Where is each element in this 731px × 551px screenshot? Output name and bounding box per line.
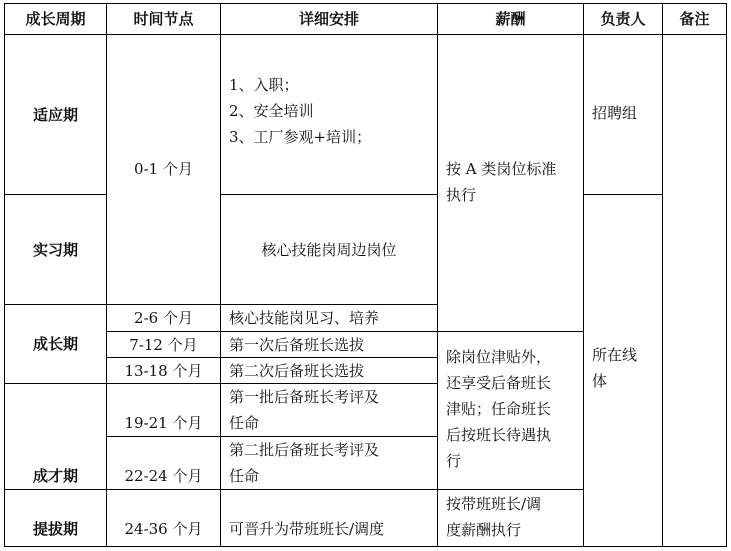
arrangement-promote: 可晋升为带班班长/调度: [229, 520, 385, 538]
arrangement-onboard: [221, 72, 437, 156]
arrangement-line: 任命: [229, 414, 260, 432]
salary-line: 除岗位津贴外，: [446, 348, 552, 366]
time-19-21: 19-21 个月: [124, 414, 203, 432]
table-border: [4, 34, 727, 35]
header-remarks: 备注: [679, 10, 710, 28]
salary-line: 度薪酬执行: [446, 521, 522, 539]
arrangement-line: 第二批后备班长考评及: [229, 441, 380, 459]
arrangement-first-eval: [221, 384, 437, 436]
row-divider: [4, 489, 583, 490]
header-time: 时间节点: [133, 10, 194, 28]
column-divider: [662, 3, 663, 547]
salary-line: 按 A 类岗位标准: [446, 160, 557, 178]
salary-line: 后按班长待遇执: [446, 426, 552, 444]
stage-adapt: 适应期: [32, 105, 78, 124]
arrangement-line: 第一批后备班长考评及: [229, 388, 380, 406]
salary-line: 行: [446, 452, 462, 470]
owner-line: [584, 342, 662, 398]
arrangement-first-select: 第一次后备班长选拔: [229, 335, 365, 354]
arrangement-second-eval: [221, 437, 437, 489]
stage-growth: 成长期: [32, 335, 78, 353]
arrangement-second-select: 第二次后备班长选拔: [229, 361, 365, 380]
salary-allowance: [438, 344, 583, 479]
salary-line: 按带班班长/调: [446, 495, 542, 513]
arrangement-line: 3、工厂参观+培训；: [229, 128, 372, 146]
time-13-18: 13-18 个月: [124, 361, 203, 380]
stage-promote: 提拔期: [32, 520, 78, 538]
salary-a-class: [438, 156, 583, 212]
header-stage: 成长周期: [25, 10, 86, 28]
header-arrangement: 详细安排: [298, 10, 359, 28]
owner-line-text: 体: [592, 372, 608, 390]
arrangement-core-intern: 核心技能岗见习、培养: [229, 309, 380, 327]
table-border: [726, 3, 727, 547]
header-salary: 薪酬: [495, 10, 526, 28]
arrangement-line: 2、安全培训: [229, 102, 314, 120]
salary-leader: [438, 491, 583, 545]
time-0-1: 0-1 个月: [134, 160, 193, 178]
arrangement-line: 任命: [229, 467, 260, 485]
time-7-12: 7-12 个月: [129, 335, 198, 354]
stage-intern: 实习期: [32, 240, 78, 259]
time-24-36: 24-36 个月: [124, 520, 203, 538]
owner-recruit: 招聘组: [592, 104, 638, 122]
row-divider: [583, 194, 662, 195]
table-border: [4, 546, 727, 547]
header-owner: 负责人: [600, 10, 646, 28]
owner-line-text: 所在线: [592, 346, 638, 364]
arrangement-line: 1、入职；: [229, 76, 299, 94]
time-22-24: 22-24 个月: [124, 467, 203, 485]
salary-line: 津贴；任命班长: [446, 400, 552, 418]
salary-line: 执行: [446, 186, 477, 204]
salary-line: 还享受后备班长: [446, 374, 552, 392]
time-2-6: 2-6 个月: [134, 309, 193, 327]
arrangement-core-surround: 核心技能岗周边岗位: [261, 240, 397, 259]
column-divider: [583, 3, 584, 547]
stage-talent: 成才期: [32, 466, 78, 485]
